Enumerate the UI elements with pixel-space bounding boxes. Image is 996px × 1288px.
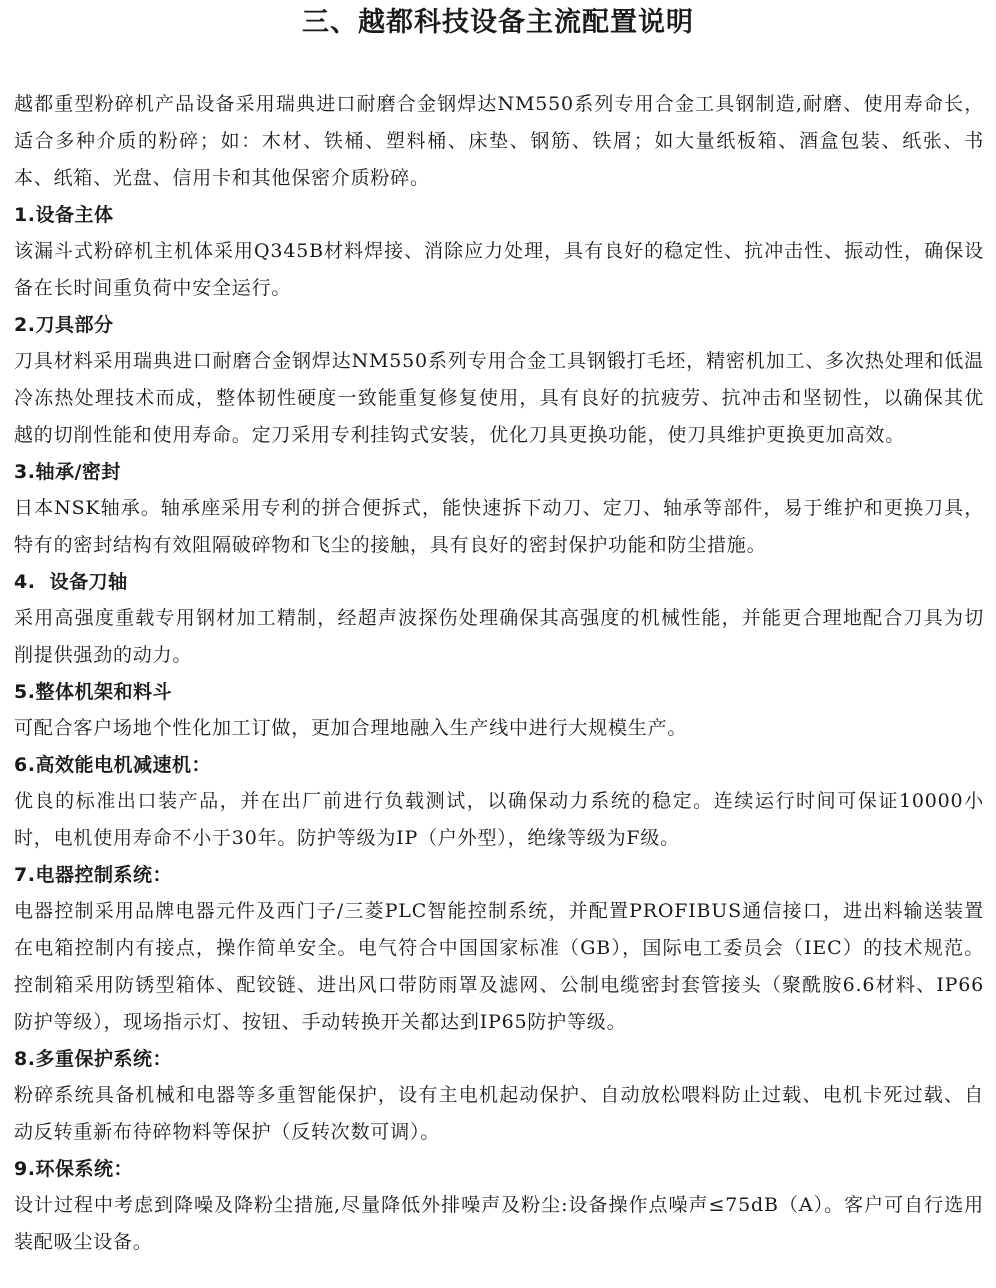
section-heading: 5.整体机架和料斗 [14, 681, 172, 703]
page-title: 三、越都科技设备主流配置说明 [302, 7, 694, 38]
section-heading: 3.轴承/密封 [14, 461, 121, 483]
document-body [14, 86, 984, 1261]
section-heading: 8.多重保护系统： [14, 1048, 172, 1070]
section-frame-hopper [14, 674, 984, 747]
section-heading: 2.刀具部分 [14, 314, 114, 336]
section-heading: 9.环保系统： [14, 1158, 133, 1180]
section-heading: 6.高效能电机减速机： [14, 754, 211, 776]
section-paragraph: 粉碎系统具备机械和电器等多重智能保护，设有主电机起动保护、自动放松喂料防止过载、电机卡死过载、自动反转重新布待碎物料等保护（反转次数可调）。 [14, 1084, 984, 1143]
section-paragraph: 电器控制采用品牌电器元件及西门子/三菱PLC智能控制系统，并配置PROFIBUS通信接口，进出料输送装置在电箱控制内有接点，操作简单安全。电气符合中国国家标准（GB），国际电工委员会（IEC）的技术规范。控制箱采用防锈型箱体、配铰链、进出风口带防雨罩及滤网、公制电缆密封套管接头（聚酰胺6.6材料、IP66防护等级），现场指示灯、按钮、手动转换开关都达到IP65防护等级。 [14, 900, 984, 1033]
section-heading: 4. 设备刀轴 [14, 571, 128, 593]
intro-paragraph: 越都重型粉碎机产品设备采用瑞典进口耐磨合金钢焊达NM550系列专用合金工具钢制造,耐磨、使用寿命长，适合多种介质的粉碎；如：木材、铁桶、塑料桶、床垫、钢筋、铁屑；如大量纸板箱、酒盒包装、纸张、书本、纸箱、光盘、信用卡和其他保密介质粉碎。 [14, 93, 984, 189]
section-bearing-seal [14, 454, 984, 564]
section-cutter-shaft [14, 564, 984, 674]
section-paragraph: 该漏斗式粉碎机主机体采用Q345B材料焊接、消除应力处理，具有良好的稳定性、抗冲击性、振动性，确保设备在长时间重负荷中安全运行。 [14, 240, 984, 299]
section-protection [14, 1041, 984, 1151]
section-cutters [14, 307, 984, 454]
section-paragraph: 刀具材料采用瑞典进口耐磨合金钢焊达NM550系列专用合金工具钢锻打毛坯，精密机加工、多次热处理和低温冷冻热处理技术而成，整体韧性硬度一致能重复修复使用，具有良好的抗疲劳、抗冲击和坚韧性，以确保其优越的切削性能和使用寿命。定刀采用专利挂钩式安装，优化刀具更换功能，使刀具维护更换更加高效。 [14, 350, 984, 446]
section-paragraph: 设计过程中考虑到降噪及降粉尘措施,尽量降低外排噪声及粉尘:设备操作点噪声≤75dB（A）。客户可自行选用装配吸尘设备。 [14, 1194, 984, 1253]
section-electrical-control [14, 857, 984, 1041]
section-paragraph: 优良的标准出口装产品，并在出厂前进行负载测试，以确保动力系统的稳定。连续运行时间可保证10000小时，电机使用寿命不小于30年。防护等级为IP（户外型），绝缘等级为F级。 [14, 790, 984, 849]
section-paragraph: 可配合客户场地个性化加工订做，更加合理地融入生产线中进行大规模生产。 [14, 717, 688, 739]
section-paragraph: 采用高强度重载专用钢材加工精制，经超声波探伤处理确保其高强度的机械性能，并能更合理地配合刀具为切削提供强劲的动力。 [14, 607, 984, 666]
section-motor-reducer [14, 747, 984, 857]
section-environmental [14, 1151, 984, 1261]
section-equipment-body [14, 197, 984, 307]
section-heading: 7.电器控制系统： [14, 864, 172, 886]
section-paragraph: 日本NSK轴承。轴承座采用专利的拼合便拆式，能快速拆下动刀、定刀、轴承等部件，易于维护和更换刀具，特有的密封结构有效阻隔破碎物和飞尘的接触，具有良好的密封保护功能和防尘措施。 [14, 497, 984, 556]
section-heading: 1.设备主体 [14, 204, 114, 226]
